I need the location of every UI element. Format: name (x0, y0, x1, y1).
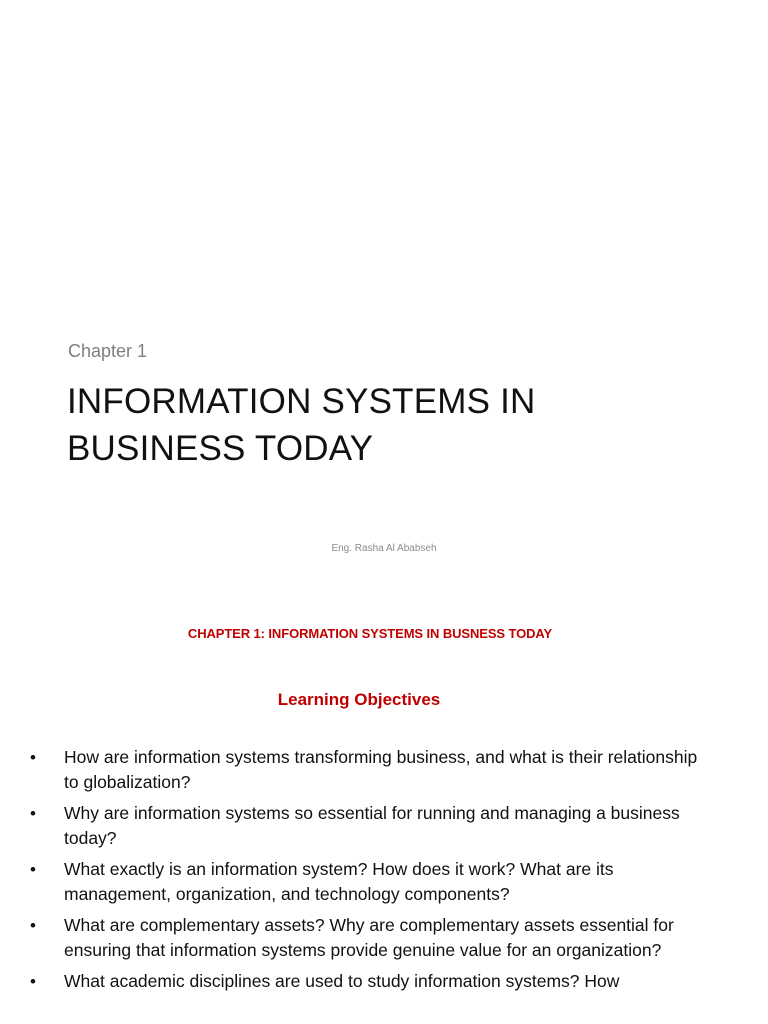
objective-text: Why are information systems so essential for running and managing a business today? (64, 803, 680, 848)
objective-item (30, 969, 710, 994)
objectives-list (30, 745, 710, 1000)
objective-item (30, 801, 710, 851)
objective-text: What are complementary assets? Why are complementary assets essential for ensuring that information systems provide genuine value for an organization? (64, 915, 674, 960)
author-name: Eng. Rasha Al Ababseh (331, 543, 437, 554)
bullet-icon: • (30, 748, 36, 767)
objective-item (30, 745, 710, 795)
bullet-icon: • (30, 860, 36, 879)
bullet-icon: • (30, 916, 36, 935)
bullet-icon: • (30, 804, 36, 823)
objective-text: How are information systems transforming business, and what is their relationship to globalization? (64, 747, 698, 792)
objective-item (30, 857, 710, 907)
chapter-heading: CHAPTER 1: INFORMATION SYSTEMS IN BUSNESS TODAY (187, 626, 553, 641)
slide-title-line-2: BUSINESS TODAY (67, 429, 374, 468)
slide-title (67, 378, 707, 472)
objective-text: What academic disciplines are used to study information systems? How (64, 971, 620, 991)
bullet-icon: • (30, 972, 36, 991)
objective-text: What exactly is an information system? How does it work? What are its management, organization, and technology components? (64, 859, 614, 904)
slide-title-line-1: INFORMATION SYSTEMS IN (67, 382, 536, 421)
learning-objectives-heading: Learning Objectives (277, 690, 441, 709)
chapter-subtitle: Chapter 1 (68, 341, 148, 361)
objective-item (30, 913, 710, 963)
